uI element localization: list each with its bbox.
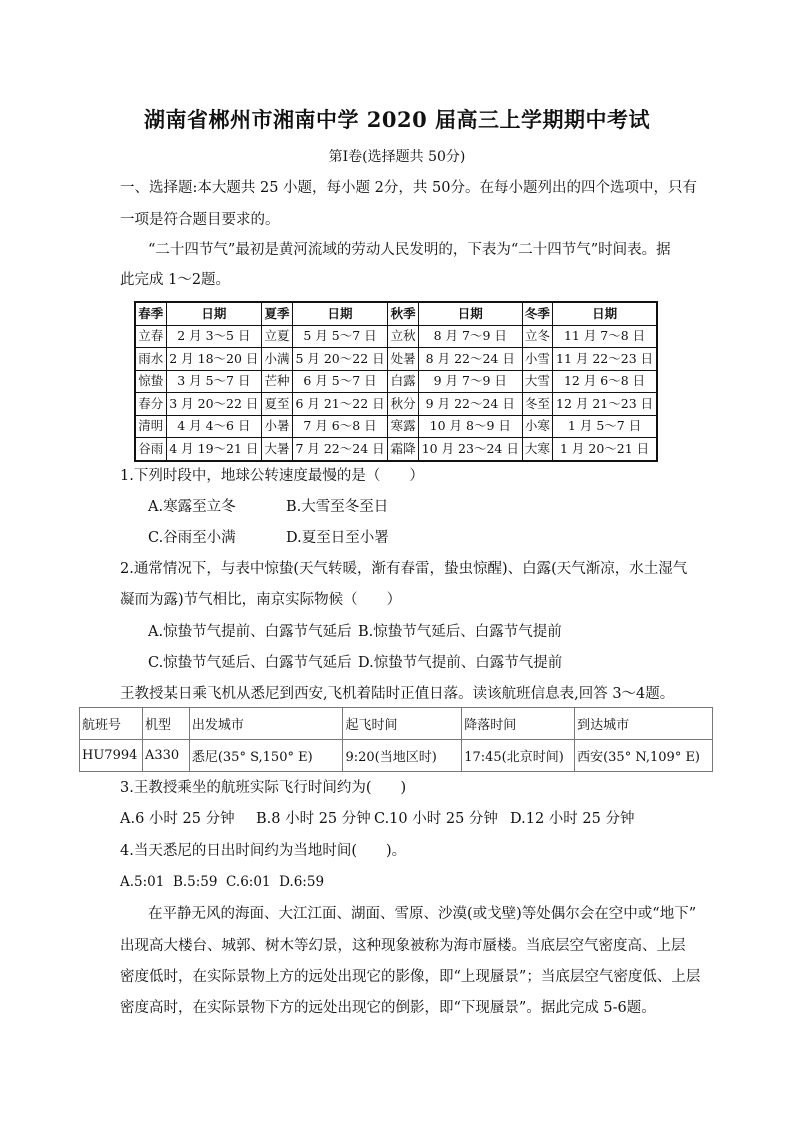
table-cell: 霜降 <box>388 438 418 461</box>
passage1-line-2: 此完成 1～2题。 <box>120 272 231 288</box>
table-cell: 4 月 19～21 日 <box>166 438 262 461</box>
section-intro-line-1: 一、选择题:本大题共 25 小题，每小题 2分，共 50分。在每小题列出的四个选项中，只有 <box>120 180 697 196</box>
question-2-stem-line-1: 2.通常情况下，与表中惊蛰(天气转暖，渐有春雷，蛰虫惊醒)、白露(天气渐凉，水土湿气 <box>120 561 688 577</box>
table-cell: 2 月 3～5 日 <box>166 325 262 348</box>
header-cell: 日期 <box>553 302 657 325</box>
table-cell: 7 月 6～8 日 <box>292 415 388 438</box>
passage3-line-2: 出现高大楼台、城郭、树木等幻景，这种现象被称为海市蜃楼。当底层空气密度高、上层 <box>120 938 686 954</box>
table-cell: 3 月 20～22 日 <box>166 393 262 416</box>
passage3-line-4: 密度高时，在实际景物下方的远处出现它的倒影，即“下现蜃景”。据此完成 5-6题。 <box>120 1000 656 1016</box>
header-cell: 冬季 <box>522 302 552 325</box>
table-cell: 立夏 <box>262 325 292 348</box>
question-2-stem-line-2: 凝而为露)节气相比，南京实际物候（ ） <box>120 592 402 608</box>
question-1-stem: 1.下列时段中，地球公转速度最慢的是（ ） <box>120 468 424 484</box>
table-cell: 小满 <box>262 348 292 371</box>
table-cell: 3 月 5～7 日 <box>166 370 262 393</box>
question-3-option-d: D.12 小时 25 分钟 <box>510 811 635 827</box>
header-cell: 日期 <box>292 302 388 325</box>
question-2-option-b: B.惊蛰节气延后、白露节气提前 <box>358 624 562 640</box>
table-cell: 5 月 20～22 日 <box>292 348 388 371</box>
table-cell: 12 月 21～23 日 <box>553 393 657 416</box>
passage1-line-1: “二十四节气”最初是黄河流域的劳动人民发明的，下表为“二十四节气”时间表。据 <box>148 242 671 258</box>
solar-terms-table <box>134 301 658 462</box>
table-cell: 春分 <box>135 393 166 416</box>
table-cell: 8 月 22～24 日 <box>418 348 522 371</box>
question-2-option-c: C.惊蛰节气延后、白露节气延后 <box>148 655 352 671</box>
table-cell: 立冬 <box>522 325 552 348</box>
header-cell: 起飞时间 <box>343 708 462 740</box>
table-header-row <box>80 708 713 740</box>
table-cell: 6 月 21～22 日 <box>292 393 388 416</box>
table-cell: 1 月 20～21 日 <box>553 438 657 461</box>
table-cell: 10 月 8～9 日 <box>418 415 522 438</box>
table-cell: A330 <box>142 740 189 772</box>
passage2: 王教授某日乘飞机从悉尼到西安,飞机着陆时正值日落。读该航班信息表,回答 3～4题。 <box>120 686 675 702</box>
table-cell: 清明 <box>135 415 166 438</box>
header-cell: 航班号 <box>80 708 143 740</box>
table-cell: 立秋 <box>388 325 418 348</box>
question-3-stem: 3.王教授乘坐的航班实际飞行时间约为( ) <box>120 780 407 796</box>
table-cell: 9 月 22～24 日 <box>418 393 522 416</box>
table-cell: 寒露 <box>388 415 418 438</box>
table-cell: 大寒 <box>522 438 552 461</box>
table-row <box>135 370 657 393</box>
table-cell: 1 月 5～7 日 <box>553 415 657 438</box>
table-cell: 大暑 <box>262 438 292 461</box>
table-cell: 10 月 23～24 日 <box>418 438 522 461</box>
table-cell: 8 月 7～9 日 <box>418 325 522 348</box>
question-1-option-d: D.夏至日至小署 <box>286 530 389 546</box>
header-cell: 机型 <box>142 708 189 740</box>
question-2-option-d: D.惊蛰节气提前、白露节气提前 <box>358 655 563 671</box>
header-cell: 日期 <box>418 302 522 325</box>
question-3-option-c: C.10 小时 25 分钟 <box>374 811 498 827</box>
table-row <box>135 393 657 416</box>
table-row <box>80 740 713 772</box>
table-cell: 小寒 <box>522 415 552 438</box>
table-cell: 12 月 6～8 日 <box>553 370 657 393</box>
header-cell: 降落时间 <box>462 708 575 740</box>
table-cell: 芒种 <box>262 370 292 393</box>
question-1-option-b: B.大雪至冬至日 <box>286 499 389 515</box>
table-cell: 西安(35° N,109° E) <box>575 740 713 772</box>
question-4-stem: 4.当天悉尼的日出时间约为当地时间( )。 <box>120 843 407 859</box>
table-cell: 6 月 5～7 日 <box>292 370 388 393</box>
table-cell: 5 月 5～7 日 <box>292 325 388 348</box>
question-1-option-c: C.谷雨至小满 <box>148 530 236 546</box>
table-cell: 夏至 <box>262 393 292 416</box>
table-cell: 17:45(北京时间) <box>462 740 575 772</box>
header-cell: 日期 <box>166 302 262 325</box>
question-4-options: A.5:01 B.5:59 C.6:01 D.6:59 <box>120 874 325 890</box>
table-cell: 11 月 7～8 日 <box>553 325 657 348</box>
table-cell: 4 月 4～6 日 <box>166 415 262 438</box>
header-cell: 夏季 <box>262 302 292 325</box>
table-cell: 雨水 <box>135 348 166 371</box>
section-intro-line-2: 一项是符合题目要求的。 <box>120 212 280 228</box>
table-cell: 2 月 18～20 日 <box>166 348 262 371</box>
table-cell: 9:20(当地区时) <box>343 740 462 772</box>
exam-title: 湖南省郴州市湘南中学 2020 届高三上学期期中考试 <box>143 107 651 132</box>
table-cell: 谷雨 <box>135 438 166 461</box>
table-cell: 11 月 22～23 日 <box>553 348 657 371</box>
table-cell: 7 月 22～24 日 <box>292 438 388 461</box>
table-cell: 处暑 <box>388 348 418 371</box>
table-row <box>135 438 657 461</box>
question-2-option-a: A.惊蛰节气提前、白露节气延后 <box>148 624 352 640</box>
table-row <box>135 348 657 371</box>
question-1-option-a: A.寒露至立冬 <box>148 499 236 515</box>
header-cell: 到达城市 <box>575 708 713 740</box>
question-3-option-a: A.6 小时 25 分钟 <box>120 811 235 827</box>
table-cell: 9 月 7～9 日 <box>418 370 522 393</box>
table-cell: 冬至 <box>522 393 552 416</box>
table-cell: 白露 <box>388 370 418 393</box>
table-row <box>135 415 657 438</box>
header-cell: 秋季 <box>388 302 418 325</box>
table-cell: 小雪 <box>522 348 552 371</box>
passage3-line-3: 密度低时，在实际景物上方的远处出现它的影像，即“上现蜃景”；当底层空气密度低、上层 <box>120 969 701 985</box>
table-cell: HU7994 <box>80 740 143 772</box>
table-row <box>135 325 657 348</box>
table-cell: 大雪 <box>522 370 552 393</box>
flight-info-table <box>79 707 713 772</box>
table-cell: 惊蛰 <box>135 370 166 393</box>
table-cell: 小暑 <box>262 415 292 438</box>
passage3-line-1: 在平静无风的海面、大江江面、湖面、雪原、沙漠(或戈壁)等处偶尔会在空中或“地下” <box>148 906 697 922</box>
section-subtitle: 第Ⅰ卷(选择题共 50分) <box>328 149 466 165</box>
table-cell: 秋分 <box>388 393 418 416</box>
table-cell: 立春 <box>135 325 166 348</box>
table-header-row <box>135 302 657 325</box>
header-cell: 春季 <box>135 302 166 325</box>
question-3-option-b: B.8 小时 25 分钟 <box>256 811 371 827</box>
header-cell: 出发城市 <box>189 708 343 740</box>
table-cell: 悉尼(35° S,150° E) <box>189 740 343 772</box>
